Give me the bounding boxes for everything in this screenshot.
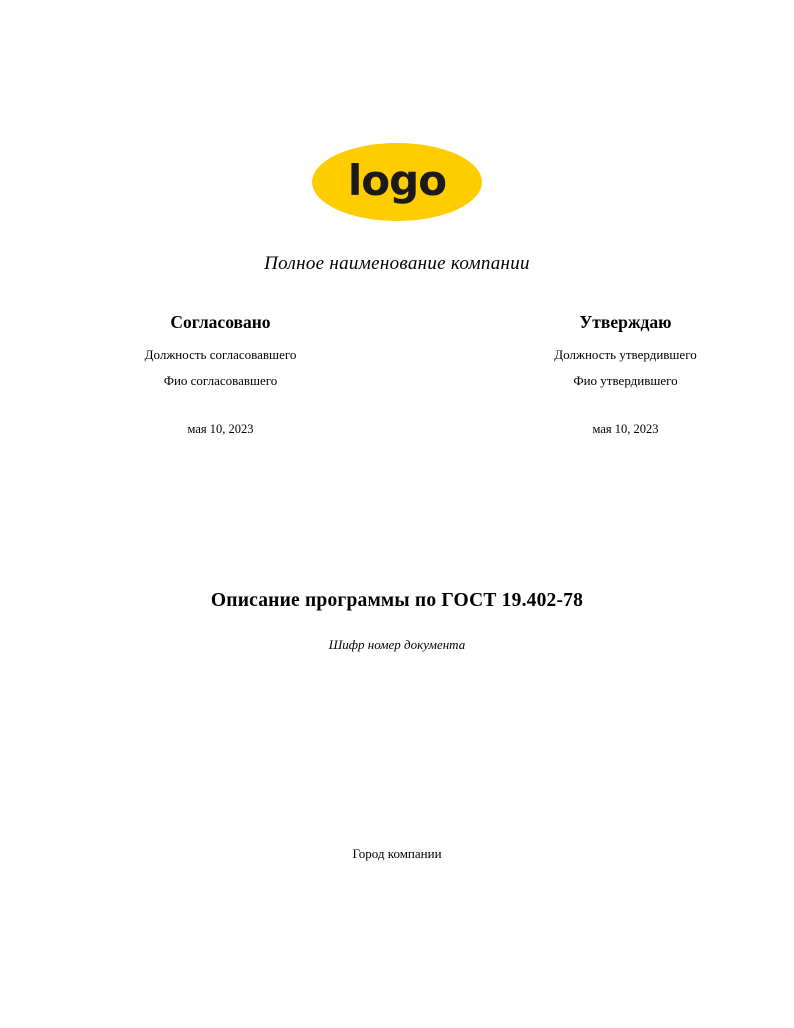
approval-block — [0, 312, 794, 437]
company-logo — [0, 143, 794, 221]
approval-position-approved: Должность утвердившего — [554, 347, 697, 362]
logo-ellipse-shape — [312, 143, 482, 221]
document-city: Город компании — [352, 846, 442, 861]
approval-column-agreed — [0, 312, 397, 437]
document-title: Описание программы по ГОСТ 19.402-78 — [210, 590, 584, 611]
logo-text: logo — [347, 156, 447, 205]
company-name: Полное наименование компании — [264, 253, 530, 274]
document-code: Шифр номер документа — [328, 637, 466, 652]
approval-title-approved: Утверждаю — [579, 312, 672, 332]
approval-person-agreed: Фио согласовавшего — [163, 373, 278, 388]
approval-date-agreed: мая 10, 2023 — [187, 422, 254, 436]
approval-column-approved — [397, 312, 794, 437]
approval-person-approved: Фио утвердившего — [573, 373, 678, 388]
approval-position-agreed: Должность согласовавшего — [144, 347, 297, 362]
approval-title-agreed: Согласовано — [170, 312, 271, 332]
approval-date-approved: мая 10, 2023 — [592, 422, 659, 436]
